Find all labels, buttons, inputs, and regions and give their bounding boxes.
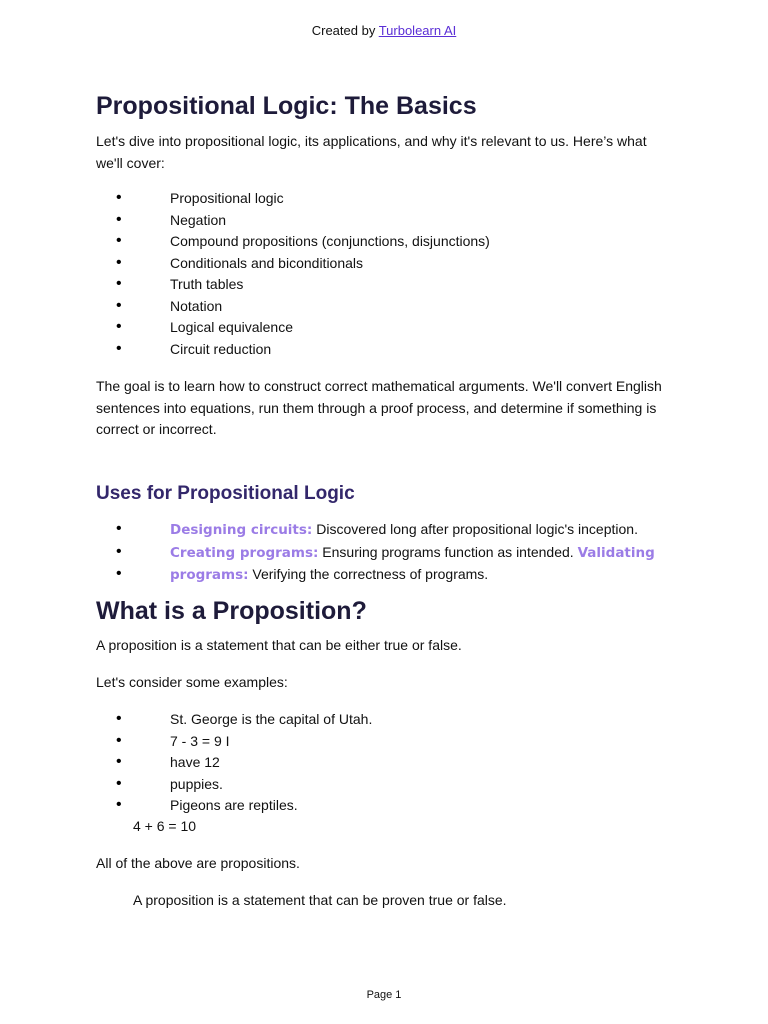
page-title: Propositional Logic: The Basics [96, 92, 477, 120]
list-item: • puppies. [96, 774, 372, 796]
use-text: Verifying the correctness of programs. [248, 566, 489, 582]
uses-list [96, 519, 655, 587]
goal-paragraph: The goal is to learn how to construct correct mathematical arguments. We'll convert English sentences into equations, run them through a proof process, and determine if something is correct or incorrect. [96, 378, 662, 437]
page-number: Page 1 [366, 989, 402, 1001]
list-item: • Truth tables [96, 274, 490, 296]
extra-example: 4 + 6 = 10 [133, 818, 197, 834]
turbolearn-link[interactable]: Turbolearn AI [378, 23, 457, 38]
list-item [96, 519, 655, 542]
proposition-heading: What is a Proposition? [96, 597, 367, 625]
definition-paragraph: A proposition is a statement that can be either true or false. [96, 637, 462, 653]
use-term: Designing circuits: [170, 522, 313, 538]
list-item [96, 564, 655, 587]
use-text: Ensuring programs function as intended. [318, 543, 578, 560]
uses-heading: Uses for Propositional Logic [96, 483, 355, 504]
proposition-note: A proposition is a statement that can be proven true or false. [133, 892, 507, 908]
list-item: • 7 - 3 = 9 I [96, 731, 372, 753]
list-item [96, 542, 655, 565]
list-item: • Propositional logic [96, 188, 490, 210]
list-item: • Negation [96, 210, 490, 232]
use-text: Discovered long after propositional logic's inception. [312, 521, 638, 537]
page-header [0, 23, 768, 38]
use-term: Creating programs: [170, 544, 319, 561]
list-item: • St. George is the capital of Utah. [96, 709, 372, 731]
conclusion-paragraph: All of the above are propositions. [96, 855, 300, 871]
header-prefix: Created by [311, 23, 379, 38]
use-term: programs: [170, 567, 249, 583]
list-item: • Circuit reduction [96, 339, 490, 361]
intro-paragraph: Let's dive into propositional logic, its applications, and why it's relevant to us. Here’s what we'll cover: [96, 133, 647, 171]
list-item: • have 12 [96, 752, 372, 774]
list-item: • Conditionals and biconditionals [96, 253, 490, 275]
list-item: • Logical equivalence [96, 317, 490, 339]
list-item: • Compound propositions (conjunctions, disjunctions) [96, 231, 490, 253]
topics-list [96, 188, 490, 360]
examples-intro: Let's consider some examples: [96, 674, 288, 690]
use-term: Validating [577, 544, 655, 561]
list-item: • Notation [96, 296, 490, 318]
list-item: • Pigeons are reptiles. [96, 795, 372, 817]
examples-list [96, 709, 372, 817]
